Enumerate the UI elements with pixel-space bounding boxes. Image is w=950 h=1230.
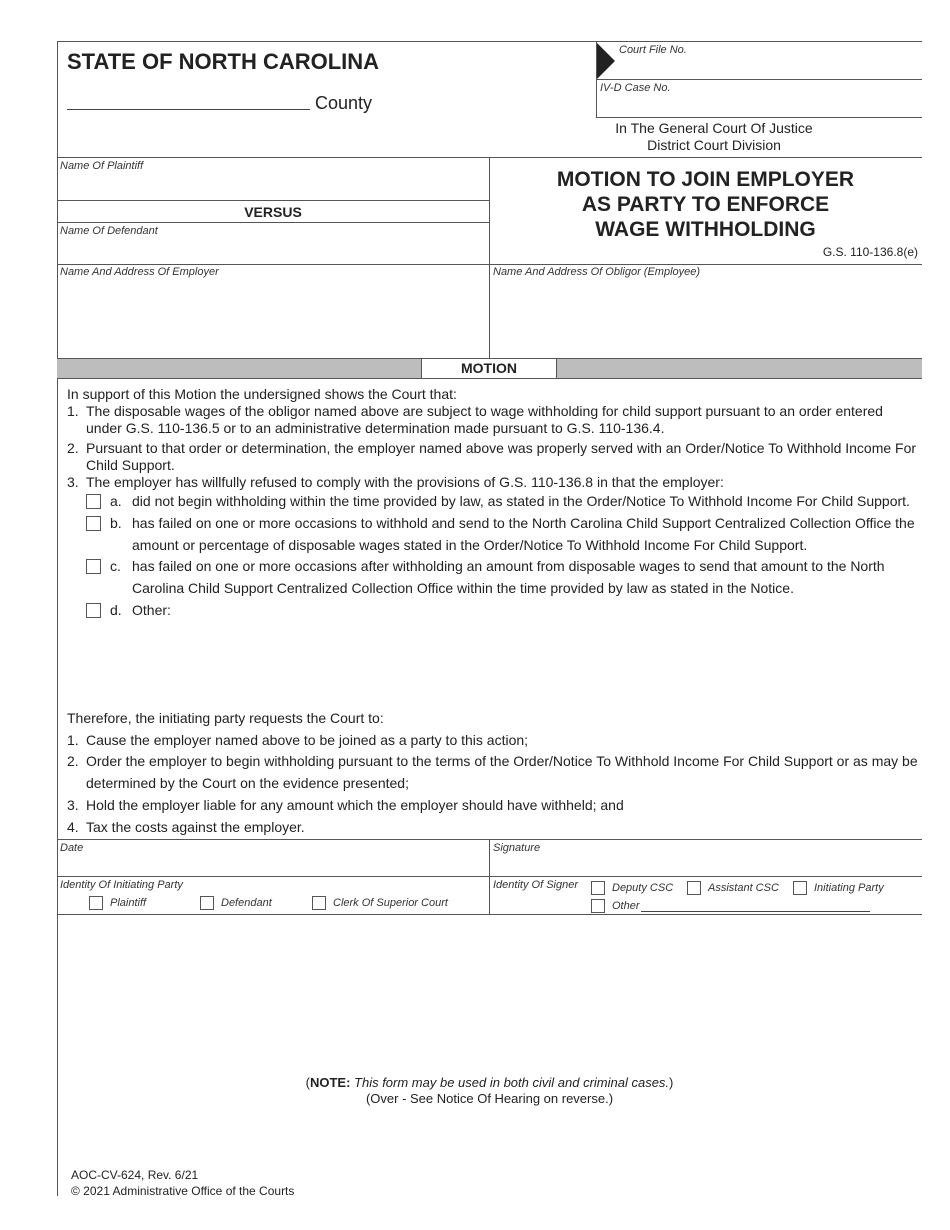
request3-number: 3.	[67, 797, 79, 813]
title-line-2: AS PARTY TO ENFORCE	[581, 193, 830, 216]
item3-number: 3.	[67, 474, 79, 490]
clerk-option: Clerk Of Superior Court	[333, 897, 448, 909]
request4-number: 4.	[67, 819, 79, 835]
employer-label: Name And Address Of Employer	[60, 266, 219, 278]
option-b-text-1: has failed on one or more occasions to withhold and send to the North Carolina Child Support Centralized Collection Office the	[132, 515, 915, 531]
request2-number: 2.	[67, 753, 79, 769]
signature-label: Signature	[493, 842, 541, 854]
form-id: AOC-CV-624, Rev. 6/21	[71, 1168, 199, 1182]
option-d-text: Other:	[132, 602, 171, 618]
plaintiff-checkbox[interactable]	[89, 896, 103, 910]
request1-text: Cause the employer named above to be joined as a party to this action;	[86, 732, 529, 748]
request1-number: 1.	[67, 732, 79, 748]
option-c-letter: c.	[110, 558, 121, 574]
option-b-checkbox[interactable]	[86, 516, 101, 531]
option-c-text-1: has failed on one or more occasions after withholding an amount from disposable wages to send that amount to the North	[132, 558, 885, 574]
item2-text-a: Pursuant to that order or determination, the employer named above was properly served with an Order/Notice To Withhold Income For	[86, 440, 917, 456]
item2-number: 2.	[67, 440, 79, 456]
option-c-checkbox[interactable]	[86, 559, 101, 574]
defendant-checkbox[interactable]	[200, 896, 214, 910]
deputy-checkbox[interactable]	[591, 881, 605, 895]
option-d-letter: d.	[110, 602, 122, 618]
request3-text: Hold the employer liable for any amount which the employer should have withheld; and	[86, 797, 624, 813]
date-label: Date	[60, 842, 84, 854]
ivd-field[interactable]	[596, 117, 922, 118]
plaintiff-field[interactable]	[57, 200, 489, 201]
signer-label: Identity Of Signer	[493, 879, 578, 891]
court-file-field[interactable]	[596, 79, 922, 80]
option-b-text-2: amount or percentage of disposable wages stated in the Order/Notice To Withhold Income For Child Support.	[132, 537, 808, 553]
court-file-label: Court File No.	[619, 44, 687, 56]
county-label: County	[315, 93, 373, 113]
plaintiff-option: Plaintiff	[110, 897, 147, 909]
state-title: STATE OF NORTH CAROLINA	[67, 49, 380, 74]
note-close: )	[669, 1075, 674, 1090]
arrow-marker-icon	[597, 43, 615, 79]
assistant-checkbox[interactable]	[687, 881, 701, 895]
other-field[interactable]	[641, 911, 870, 912]
versus-line	[57, 222, 489, 223]
item1-text-b: under G.S. 110-136.5 or to an administrative determination made pursuant to G.S. 110-136.4.	[86, 420, 665, 436]
signature-divider	[489, 839, 490, 915]
initiating-label: Identity Of Initiating Party	[60, 879, 183, 891]
signature-bottom-line	[57, 914, 922, 915]
note-label: NOTE:	[309, 1075, 351, 1090]
copyright: © 2021 Administrative Office of the Courts	[71, 1184, 295, 1198]
top-border	[57, 41, 922, 42]
option-d-checkbox[interactable]	[86, 603, 101, 618]
ivd-label: IV-D Case No.	[600, 82, 671, 94]
option-a-letter: a.	[110, 493, 122, 509]
defendant-field[interactable]	[57, 264, 922, 265]
title-line-1: MOTION TO JOIN EMPLOYER	[556, 168, 855, 191]
other-checkbox[interactable]	[591, 899, 605, 913]
item1-number: 1.	[67, 403, 79, 419]
motion-intro: In support of this Motion the undersigned shows the Court that:	[67, 386, 457, 402]
clerk-checkbox[interactable]	[312, 896, 326, 910]
court-line-1: In The General Court Of Justice	[615, 120, 813, 136]
item3-text: The employer has willfully refused to comply with the provisions of G.S. 110-136.8 in that the employer:	[86, 474, 724, 490]
option-b-letter: b.	[110, 515, 122, 531]
item1-text-a: The disposable wages of the obligor named above are subject to wage withholding for child support pursuant to an order entered	[86, 403, 883, 419]
obligor-label: Name And Address Of Obligor (Employee)	[493, 266, 701, 278]
court-line-2: District Court Division	[647, 137, 781, 153]
initiating-party-checkbox[interactable]	[793, 881, 807, 895]
title-line-3: WAGE WITHHOLDING	[595, 218, 816, 241]
assistant-option: Assistant CSC	[708, 882, 779, 894]
item2-text-b: Child Support.	[86, 457, 175, 473]
initiating-party-option: Initiating Party	[814, 882, 884, 894]
request4-text: Tax the costs against the employer.	[86, 819, 305, 835]
note-text: This form may be used in both civil and criminal cases.	[350, 1075, 670, 1090]
county-line[interactable]	[67, 109, 310, 110]
over-note: (Over - See Notice Of Hearing on reverse.)	[365, 1091, 614, 1106]
defendant-label: Name Of Defendant	[60, 225, 158, 237]
note-line	[57, 1075, 922, 1090]
motion-heading: MOTION	[421, 358, 557, 379]
date-field[interactable]	[57, 876, 922, 877]
defendant-option: Defendant	[221, 897, 272, 909]
option-c-text-2: Carolina Child Support Centralized Collection Office within the time provided by law as stated in the Notice.	[132, 580, 794, 596]
other-option: Other	[612, 900, 640, 912]
plaintiff-label: Name Of Plaintiff	[60, 160, 144, 172]
versus-label: VERSUS	[244, 204, 302, 220]
request-intro: Therefore, the initiating party requests the Court to:	[67, 710, 384, 726]
request2-text-a: Order the employer to begin withholding pursuant to the terms of the Order/Notice To Withhold Income For Child Support or as may be	[86, 753, 918, 769]
option-a-text: did not begin withholding within the time provided by law, as stated in the Order/Notice To Withhold Income For Child Support.	[132, 493, 910, 509]
note-open: (	[305, 1075, 310, 1090]
deputy-option: Deputy CSC	[612, 882, 674, 894]
option-a-checkbox[interactable]	[86, 494, 101, 509]
statute-ref: G.S. 110-136.8(e)	[822, 245, 918, 259]
request2-text-b: determined by the Court on the evidence presented;	[86, 775, 409, 791]
